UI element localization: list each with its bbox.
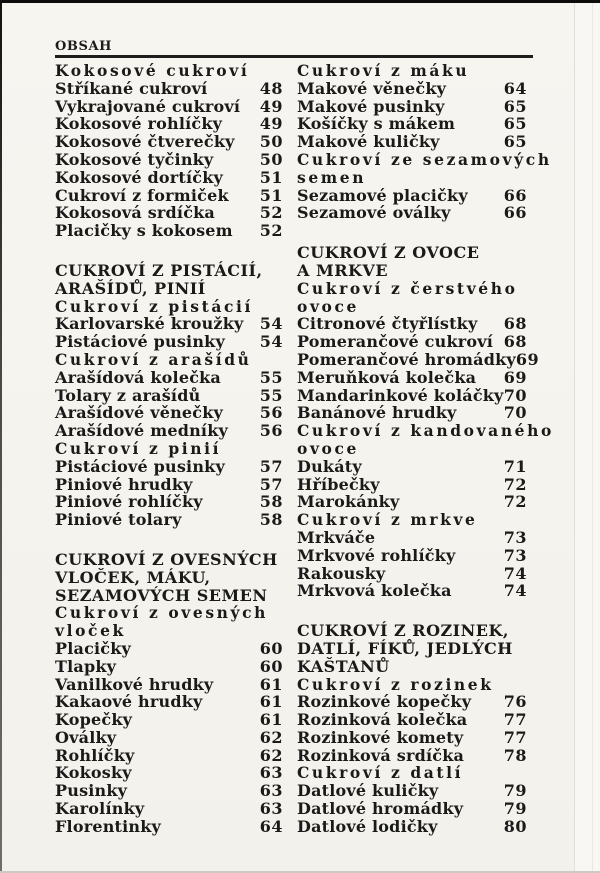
toc-entry-page-number: 69 [503,367,527,387]
toc-entry-page-number: 54 [259,314,283,334]
toc-entry-page-number: 62 [259,727,283,747]
toc-entry-page-number: 66 [503,185,527,205]
toc-entry [297,387,527,405]
toc-entry-page-number: 74 [503,581,527,601]
toc-entry-title: Banánové hrudky [297,403,457,423]
toc-entry-title: Placičky s kokosem [55,221,233,241]
toc-entry-page-number: 57 [259,474,283,494]
toc-entry [55,333,283,351]
subsection-header: Kokosové cukroví [55,61,250,80]
section-gap [55,240,283,262]
toc-entry-title: Karolínky [55,799,145,819]
toc-entry [297,187,527,205]
toc-entry-page-number: 60 [259,638,283,658]
toc-entry-page-number: 62 [259,745,283,765]
toc-entry [297,493,527,511]
toc-entry [55,711,283,729]
toc-entry [55,387,283,405]
subsection-header: Cukroví z arašídů [55,349,252,369]
toc-entry-title: Kokosové dortíčky [55,167,223,187]
subsection-header: Cukroví z kandovaného [297,421,554,441]
section-gap [297,222,527,244]
toc-entry-page-number: 50 [259,132,283,152]
toc-entry [297,98,527,116]
section-header: A MRKVE [297,260,389,280]
toc-entry-title: Stříkané cukroví [55,78,208,98]
toc-entry-page-number: 51 [259,185,283,205]
toc-entry [55,133,283,151]
toc-entry-page-number: 50 [259,149,283,169]
toc-entry-page-number: 77 [503,727,527,747]
toc-entry-title: Mandarinkové koláčky [297,385,504,405]
toc-entry [55,693,283,711]
toc-entry [55,404,283,422]
toc-entry [297,800,527,818]
toc-entry-title: Dukáty [297,456,362,476]
subsection-header: semen [297,167,367,187]
toc-entry-title: Cukroví z formiček [55,185,229,205]
toc-entry-page-number: 63 [259,781,283,801]
toc-entry [55,640,283,658]
section-header: CUKROVÍ Z OVOCE [297,243,480,263]
toc-entry-title: Makové věnečky [297,78,447,98]
toc-entry-title: Rozinkové kopečky [297,692,472,712]
toc-entry [55,658,283,676]
toc-entry [297,693,527,711]
subsection-header: Cukroví ze sezamových [297,149,552,169]
toc-entry [55,800,283,818]
toc-entry-page-number: 55 [259,367,283,387]
toc-entry-page-number: 79 [503,799,527,819]
toc-entry-page-number: 78 [503,745,527,765]
toc-entry-title: Kokosky [55,763,132,783]
toc-entry-title: Rohlíčky [55,745,135,765]
toc-entry [55,98,283,116]
section-header: ARAŠÍDŮ, PINIÍ [55,278,206,298]
page-title: OBSAH [55,39,113,54]
toc-entry [55,476,283,494]
toc-entry-title: Oválky [55,727,117,747]
toc-entry [55,115,283,133]
toc-entry [297,458,527,476]
toc-entry-title: Kokosová srdíčka [55,203,215,223]
toc-entry-page-number: 58 [259,510,283,530]
toc-entry-page-number: 68 [503,332,527,352]
toc-entry [297,565,527,583]
toc-entry [297,747,527,765]
toc-entry-page-number: 73 [503,545,527,565]
toc-entry [55,511,283,529]
toc-entry [297,818,527,836]
toc-entry-page-number: 48 [259,78,283,98]
toc-entry-page-number: 58 [259,492,283,512]
toc-entry-page-number: 52 [259,203,283,223]
toc-entry [297,547,527,565]
section-header: CUKROVÍ Z PISTÁCIÍ, [55,260,263,280]
title-rule [55,55,533,58]
toc-entry-page-number: 80 [503,816,527,836]
toc-entry-page-number: 49 [259,96,283,116]
subsection-header: Cukroví z čerstvého [297,278,518,298]
toc-entry [55,369,283,387]
toc-entry-title: Piniové tolary [55,510,182,530]
toc-entry-title: Mrkvové rohlíčky [297,545,456,565]
toc-entry-title: Datlové lodičky [297,816,438,836]
toc-entry [55,493,283,511]
toc-entry [55,764,283,782]
toc-entry-page-number: 60 [259,656,283,676]
toc-entry [297,582,527,600]
toc-entry-page-number: 65 [503,114,527,134]
toc-entry-page-number: 74 [503,563,527,583]
toc-entry-page-number: 71 [503,456,527,476]
section-header: SEZAMOVÝCH SEMEN [55,585,268,605]
scan-edge-left [0,0,2,873]
toc-entry [55,422,283,440]
toc-entry-page-number: 56 [259,421,283,441]
toc-entry [297,315,527,333]
toc-entry [297,476,527,494]
toc-entry [55,818,283,836]
toc-entry-page-number: 77 [503,710,527,730]
toc-column-left [55,62,283,836]
subsection-header: Cukroví z datlí [297,763,464,783]
toc-entry [297,349,540,369]
toc-column-right [297,61,554,836]
toc-entry-page-number: 65 [503,132,527,152]
toc-entry [297,729,527,747]
toc-entry-page-number: 63 [259,799,283,819]
toc-entry-page-number: 70 [503,385,527,405]
subsection-header: Cukroví z máku [297,61,470,80]
section-header: CUKROVÍ Z ROZINEK, [297,621,509,641]
toc-entry-title: Pomerančové hromádky [297,349,516,369]
toc-entry [297,204,527,222]
toc-entry-title: Pusinky [55,781,128,801]
toc-entry [55,222,283,240]
toc-entry-title: Kokosové čtverečky [55,132,235,152]
toc-entry-page-number: 73 [503,527,527,547]
toc-entry-title: Kokosové rohlíčky [55,114,223,134]
toc-entry-title: Arašídové věnečky [55,403,224,423]
toc-entry-page-number: 64 [259,816,283,836]
toc-entry-title: Arašídové medníky [55,421,228,441]
toc-entry-page-number: 68 [503,314,527,334]
toc-entry [297,529,527,547]
toc-entry-title: Marokánky [297,492,400,512]
toc-entry-page-number: 69 [515,349,540,369]
subsection-header: ovoce [297,438,359,458]
toc-entry [297,782,527,800]
toc-entry-page-number: 49 [259,114,283,134]
toc-entry-title: Citronové čtyřlístky [297,314,478,334]
toc-entry-title: Florentinky [55,816,162,836]
toc-entry [55,729,283,747]
toc-entry [55,676,283,694]
toc-entry-page-number: 66 [503,203,527,223]
subsection-header: Cukroví z ovesných [55,603,269,623]
toc-entry-title: Datlové hromádky [297,799,464,819]
toc-entry-title: Rozinková srdíčka [297,745,465,765]
toc-entry-title: Sezamové placičky [297,185,468,205]
toc-entry-title: Mrkvová kolečka [297,581,452,601]
scan-edge-right [592,3,593,873]
section-header: CUKROVÍ Z OVESNÝCH [55,549,278,569]
page-edge-shadow [574,3,600,873]
toc-entry-title: Vykrajované cukroví [55,96,241,116]
toc-entry-title: Makové kuličky [297,132,440,152]
toc-entry-title: Meruňková kolečka [297,367,477,387]
toc-entry-title: Arašídová kolečka [55,367,222,387]
toc-entry-page-number: 57 [259,456,283,476]
toc-entry-page-number: 79 [503,781,527,801]
toc-entry-title: Pistáciové pusinky [55,456,225,476]
toc-entry-page-number: 61 [259,692,283,712]
toc-entry-title: Tlapky [55,656,117,676]
toc-entry-title: Sezamové oválky [297,203,451,223]
subsection-header: ovoce [297,296,359,316]
toc-entry-title: Datlové kuličky [297,781,439,801]
toc-entry-title: Kakaové hrudky [55,692,203,712]
toc-entry-title: Pomerančové cukroví [297,332,494,352]
toc-entry-title: Piniové rohlíčky [55,492,203,512]
toc-entry-title: Tolary z arašídů [55,385,201,405]
toc-entry-title: Mrkváče [297,527,376,547]
subsection-header: Cukroví z pinií [55,438,222,458]
toc-entry-title: Hříbečky [297,474,380,494]
toc-entry-page-number: 56 [259,403,283,423]
toc-entry [297,133,527,151]
toc-entry-page-number: 61 [259,710,283,730]
toc-entry [297,711,527,729]
toc-entry [297,115,527,133]
toc-entry [55,151,283,169]
toc-entry-title: Košíčky s mákem [297,114,456,134]
scan-edge-top [0,0,600,3]
toc-entry [297,80,527,98]
toc-entry-page-number: 64 [503,78,527,98]
toc-entry-page-number: 51 [259,167,283,187]
toc-entry [55,747,283,765]
toc-entry-page-number: 76 [503,692,527,712]
subsection-header: Cukroví z mrkve [297,510,478,530]
toc-entry-title: Pistáciové pusinky [55,332,225,352]
toc-entry-page-number: 55 [259,385,283,405]
section-gap [297,600,527,622]
toc-entry-page-number: 65 [503,96,527,116]
toc-entry-title: Makové pusinky [297,96,445,116]
toc-entry-title: Rozinková kolečka [297,710,468,730]
toc-entry-title: Rakousky [297,563,386,583]
section-header: VLOČEK, MÁKU, [55,567,211,587]
toc-entry [55,204,283,222]
toc-entry [297,369,527,387]
subsection-header: Cukroví z pistácií [55,296,254,316]
toc-entry-title: Vanilkové hrudky [55,674,214,694]
toc-entry-title: Piniové hrudky [55,474,193,494]
toc-entry [55,782,283,800]
toc-entry-title: Karlovarské kroužky [55,314,244,334]
toc-entry-page-number: 72 [503,474,527,494]
toc-entry-page-number: 63 [259,763,283,783]
toc-entry [55,80,283,98]
toc-entry-page-number: 70 [503,403,527,423]
toc-entry [55,315,283,333]
toc-entry [55,169,283,187]
toc-entry [55,458,283,476]
toc-entry-title: Placičky [55,638,132,658]
section-header: DATLÍ, FÍKŮ, JEDLÝCH [297,638,513,658]
toc-entry-page-number: 52 [259,221,283,241]
toc-entry-title: Rozinkové komety [297,727,464,747]
section-header: KAŠTANŮ [297,656,390,676]
subsection-header: vloček [55,621,126,641]
toc-entry [55,187,283,205]
toc-entry-page-number: 54 [259,332,283,352]
subsection-header: Cukroví z rozinek [297,674,494,694]
toc-entry [297,404,527,422]
toc-entry-title: Kopečky [55,710,133,730]
toc-entry [297,333,527,351]
toc-entry-page-number: 72 [503,492,527,512]
toc-entry-title: Kokosové tyčinky [55,149,214,169]
section-gap [55,529,283,551]
toc-entry-page-number: 61 [259,674,283,694]
